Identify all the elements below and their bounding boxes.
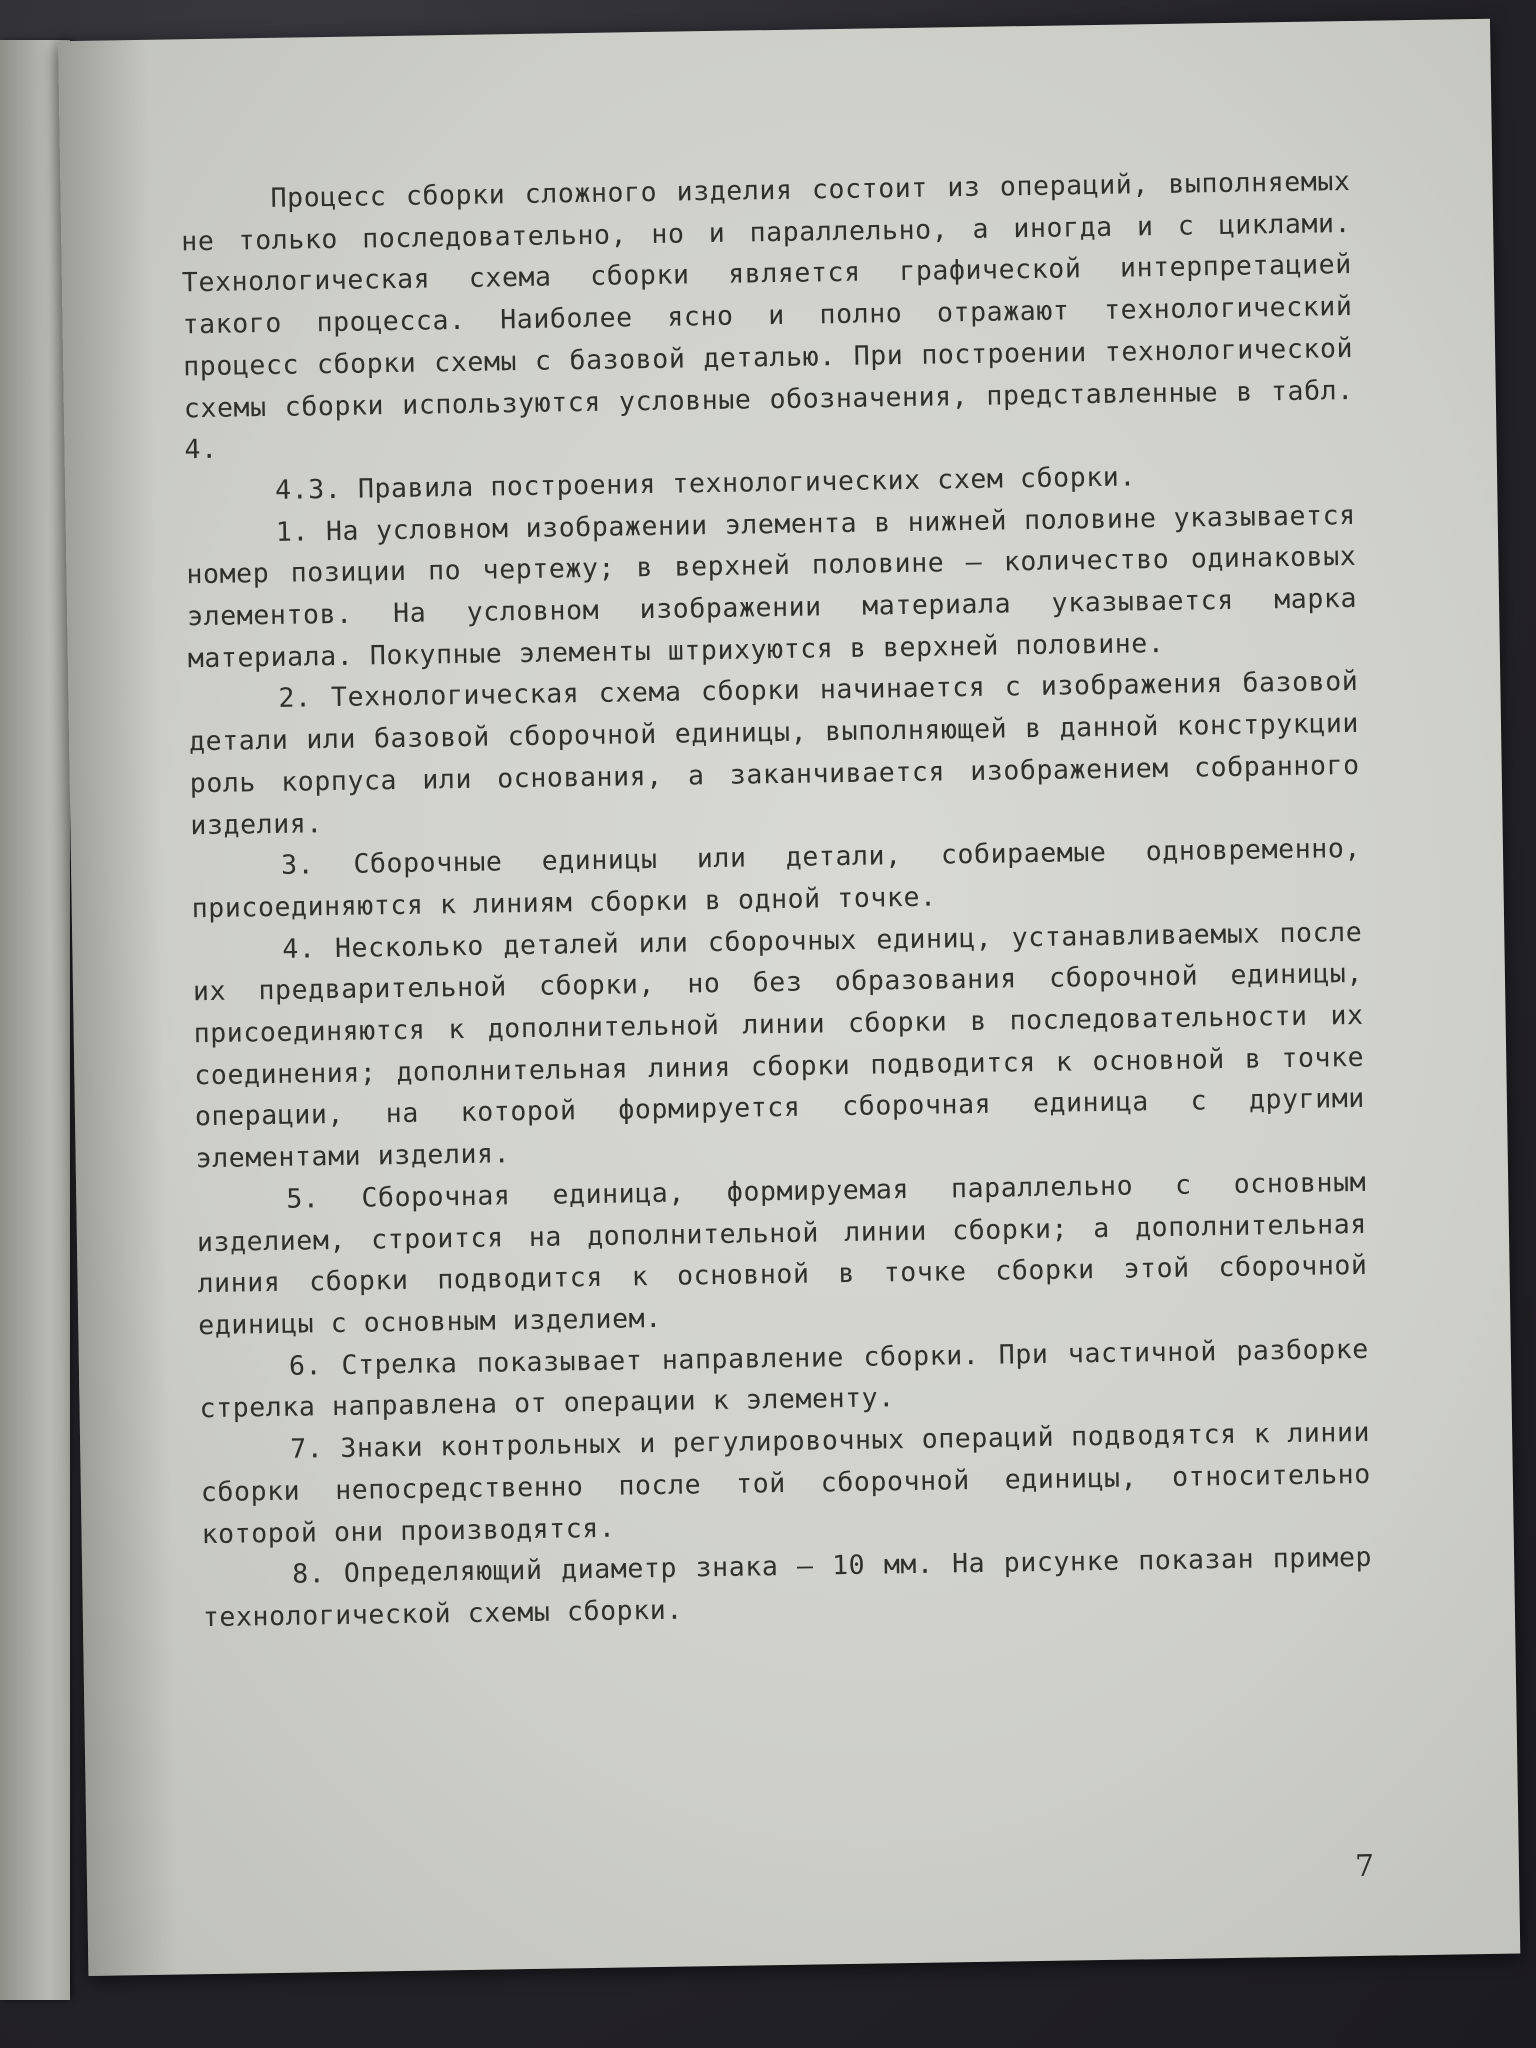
page-number: 7	[1354, 1848, 1375, 1885]
body-text	[180, 161, 1373, 1639]
rule-3: 3. Сборочные единицы или детали, собираемые одновременно, присоединяются к линиям сборки в одной точке.	[191, 833, 1362, 925]
rule-1: 1. На условном изображении элемента в нижней половине указывается номер позиции по чертежу; в верхней половине – количество одинаковых элементов. На условном изображении материала указывается марка материала. Покупные элементы штрихуются в верхней половине.	[186, 499, 1358, 675]
rule-8: 8. Определяющий диаметр знака – 10 мм. На рисунке показан пример технологической схемы сборки.	[202, 1541, 1373, 1634]
rule-6: 6. Стрелка показывает направление сборки. При частичной разборке стрелка направлена от операции к элементу.	[199, 1333, 1370, 1425]
document-page	[58, 19, 1520, 1976]
paragraph-intro: Процесс сборки сложного изделия состоит из операций, выполняемых не только последовательно, но и параллельно, а иногда и с циклами. Технологическая схема сборки является графической интерпретацией такого процесса. Наиболее ясно и полно отражают технологический процесс сборки схемы с базовой деталью. При построении технологической схемы сборки используются условные обозначения, представленные в табл. 4.	[181, 165, 1354, 466]
section-heading-4-3: 4.3. Правила построения технологических схем сборки.	[274, 461, 1137, 506]
rule-7: 7. Знаки контрольных и регулировочных операций подводятся к линии сборки непосредственно после той сборочной единицы, относительно которой они производятся.	[200, 1416, 1371, 1550]
rule-5: 5. Сборочная единица, формируемая параллельно с основным изделием, строится на дополнительной линии сборки; а дополнительная линия сборки подводится к основной в точке сборки этой сборочной единицы с основным изделием.	[196, 1166, 1368, 1342]
rule-2: 2. Технологическая схема сборки начинается с изображения базовой детали или базовой сборочной единицы, выполняющей в данной конструкции роль корпуса или основания, а заканчивается изображением собранного изделия.	[188, 666, 1360, 841]
rule-4: 4. Несколько деталей или сборочных единиц, устанавливаемых после их предварительной сборки, но без образования сборочной единицы, присоединяются к дополнительной линии сборки в последовательности их соединения; дополнительная линия сборки подводится к основной в точке операции, на которой формируется сборочная единица с другими элементами изделия.	[192, 916, 1366, 1175]
previous-page-edge	[0, 40, 70, 2000]
